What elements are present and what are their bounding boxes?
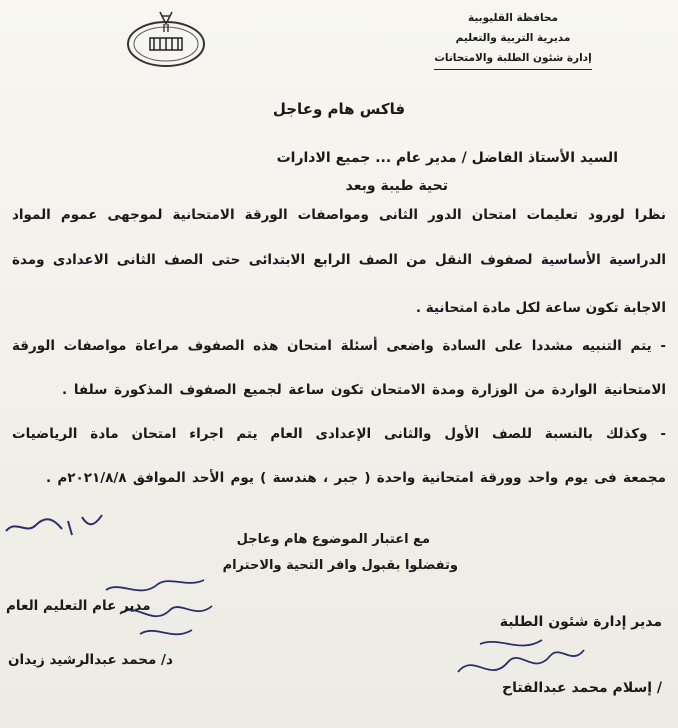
left-initials-scribble xyxy=(2,505,112,545)
body-line: - وكذلك بالنسبة للصف الأول والثانى الإعدادى العام يتم اجراء امتحان مادة الرياضيات xyxy=(12,426,666,442)
body-line: الاجابة تكون ساعة لكل مادة امتحانية . xyxy=(415,300,666,316)
document-title: فاكس هام وعاجل xyxy=(272,100,406,118)
right-signatory-title: مدير إدارة شئون الطلبة xyxy=(499,614,662,630)
greeting-line: تحية طيبة وبعد xyxy=(345,178,448,194)
addressee-line: السيد الأستاذ الفاضل / مدير عام ... جميع الادارات xyxy=(276,150,618,166)
governorate-name: محافظة القليوبية xyxy=(468,12,558,24)
left-signatory-title: مدير عام التعليم العام xyxy=(6,598,151,614)
closing-line: مع اعتبار الموضوع هام وعاجل xyxy=(236,532,430,547)
directorate-name: مديرية التربية والتعليم xyxy=(455,32,571,44)
letterhead xyxy=(408,8,618,70)
ministry-emblem xyxy=(120,6,212,68)
department-name: إدارة شئون الطلبة والامتحانات xyxy=(434,48,591,70)
body-line: مجمعة فى يوم واحد وورقة امتحانية واحدة ( جبر ، هندسة ) يوم الأحد الموافق ٢٠٢١/٨/٨م . xyxy=(46,470,666,486)
left-signatory-name: د/ محمد عبدالرشيد زيدان xyxy=(8,652,173,668)
body-line: الامتحانية الواردة من الوزارة ومدة الامتحان تكون ساعة لجميع الصفوف المذكورة سلفا . xyxy=(62,382,666,398)
body-line: الدراسية الأساسية لصفوف النقل من الصف الرابع الابتدائى حتى الصف الثانى الاعدادى ومدة xyxy=(12,252,666,268)
body-line: - يتم التنبيه مشددا على السادة واضعى أسئلة امتحان هذه الصفوف مراعاة مواصفات الورقة xyxy=(12,338,666,354)
body-line: نظرا لورود تعليمات امتحان الدور الثانى ومواصفات الورقة الامتحانية لموجهى عموم المواد xyxy=(12,207,666,223)
closing-line: وتفضلوا بقبول وافر التحية والاحترام xyxy=(222,558,458,573)
right-signatory-name: / إسلام محمد عبدالفتاح xyxy=(502,680,662,696)
